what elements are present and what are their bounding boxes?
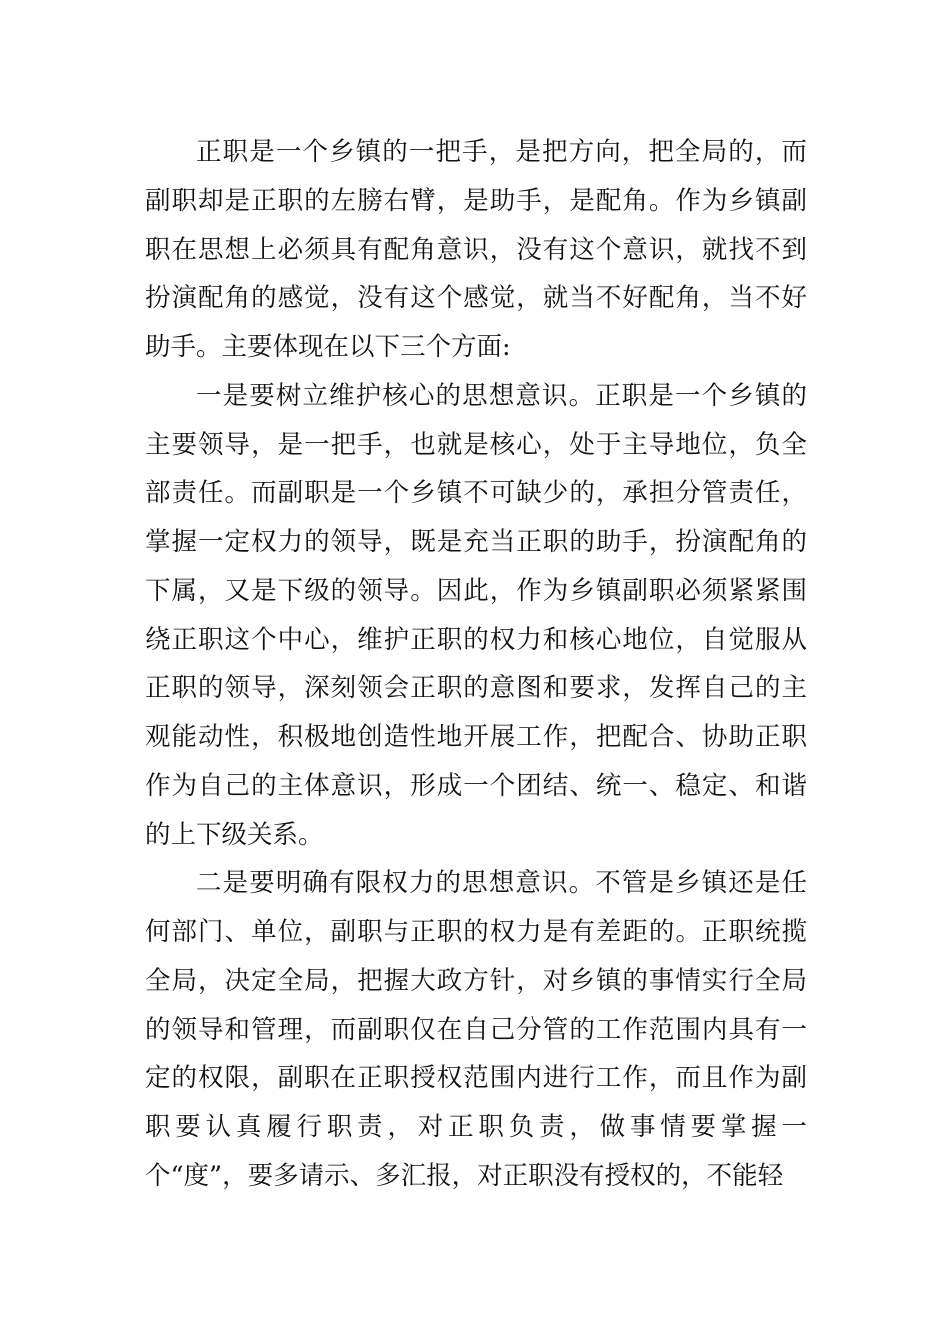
document-body xyxy=(145,128,807,1201)
paragraph-intro: 正职是一个乡镇的一把手，是把方向，把全局的，而副职却是正职的左膀右臂，是助手，是配角。作为乡镇副职在思想上必须具有配角意识，没有这个意识，就找不到扮演配角的感觉，没有这个感觉，就当不好配角，当不好助手。主要体现在以下三个方面: xyxy=(145,137,807,362)
paragraph-point-one: 一是要树立维护核心的思想意识。正职是一个乡镇的主要领导，是一把手，也就是核心，处于主导地位，负全部责任。而副职是一个乡镇不可缺少的，承担分管责任，掌握一定权力的领导，既是充当正职的助手，扮演配角的下属，又是下级的领导。因此，作为乡镇副职必须紧紧围绕正职这个中心，维护正职的权力和核心地位，自觉服从正职的领导，深刻领会正职的意图和要求，发挥自己的主观能动性，积极地创造性地开展工作，把配合、协助正职作为自己的主体意识，形成一个团结、统一、稳定、和谐的上下级关系。 xyxy=(145,380,807,850)
paragraph-point-two: 二是要明确有限权力的思想意识。不管是乡镇还是任何部门、单位，副职与正职的权力是有差距的。正职统揽全局，决定全局，把握大政方针，对乡镇的事情实行全局的领导和管理，而副职仅在自己分管的工作范围内具有一定的权限，副职在正职授权范围内进行工作，而且作为副职要认真履行职责，对正职负责，做事情要掌握一个“度”，要多请示、多汇报，对正职没有授权的，不能轻 xyxy=(145,868,807,1191)
